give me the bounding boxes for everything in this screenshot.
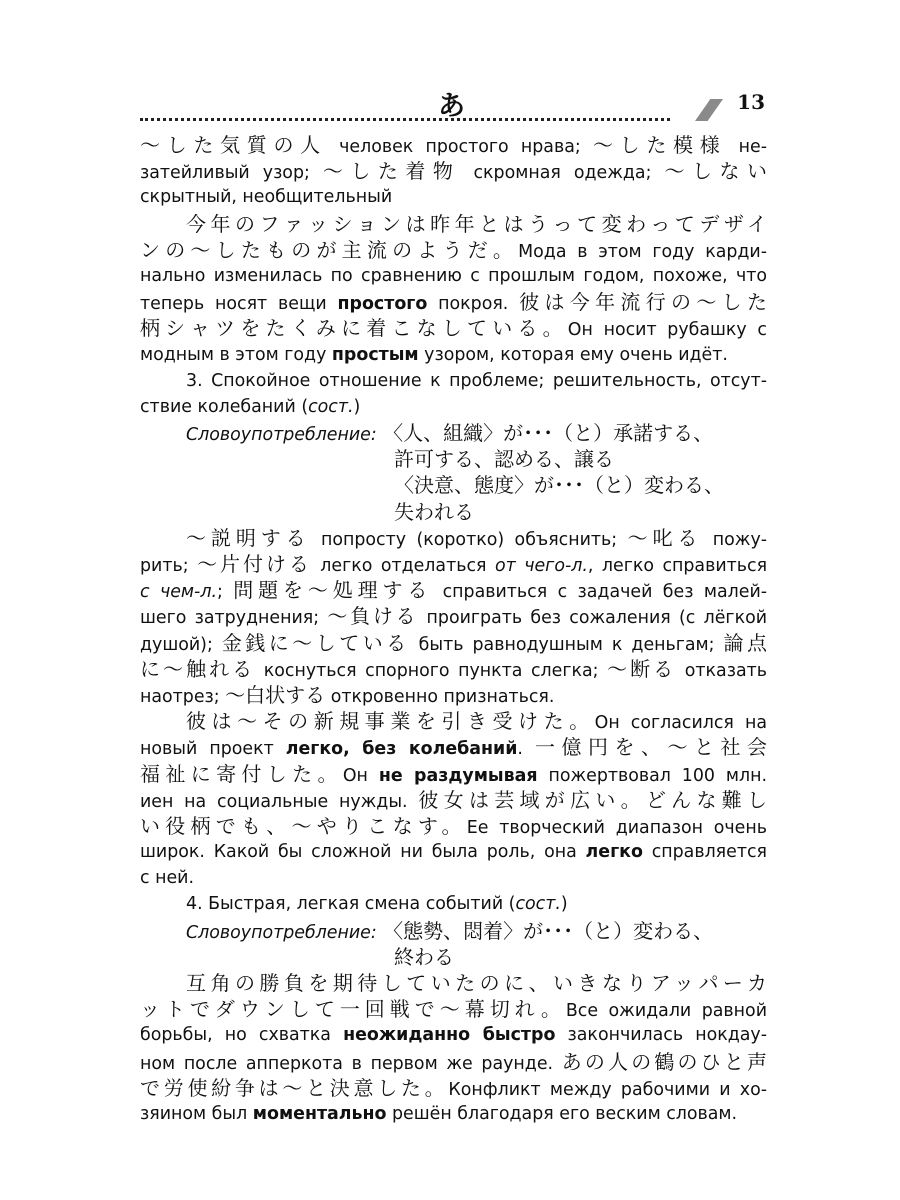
italic-note: сост. [515, 894, 561, 915]
text-line [140, 603, 767, 629]
japanese-text: 許可する、認める、譲る [394, 447, 614, 472]
russian-text: пожу- [702, 529, 767, 550]
text-line [140, 918, 767, 944]
russian-text: Все ожидали равной [565, 1001, 767, 1022]
russian-text: человек простого нрава; [326, 137, 593, 157]
russian-text: ствие колебаний ( [140, 396, 309, 417]
text-line [140, 682, 767, 708]
text-line [140, 499, 767, 525]
bold-translation: простым [331, 344, 419, 365]
russian-text: новый проект [140, 739, 286, 760]
text-line [140, 551, 767, 577]
russian-text: Он согласился на [594, 713, 767, 734]
text-line [140, 184, 767, 210]
text-line [140, 708, 767, 734]
bold-translation: моментально [252, 1103, 387, 1124]
japanese-text: で労使紛争は～と決意した。 [140, 1075, 449, 1100]
russian-text: шего затруднения; [140, 608, 328, 629]
japanese-text: 互角の勝負を期待していたのに、いきなりアッパーカ [186, 971, 767, 995]
text-line [140, 394, 767, 420]
header-dotted-rule [140, 118, 670, 121]
russian-text: с ней. [140, 868, 194, 889]
italic-note: с чем-л. [140, 582, 217, 603]
text-line [140, 787, 767, 813]
russian-text: ) [353, 396, 361, 417]
russian-text: справляется [642, 842, 767, 863]
russian-text: отказать [676, 660, 767, 681]
text-line [140, 368, 767, 394]
russian-text: не- [726, 137, 767, 157]
russian-text: скрытный, необщительный [140, 187, 393, 208]
japanese-text: ～しない [664, 159, 767, 184]
japanese-text: ～白状する [225, 682, 326, 707]
text-line [140, 577, 767, 603]
text-line [140, 761, 767, 787]
japanese-text: 失われる [394, 499, 474, 524]
russian-text: борьбы, но схватка [140, 1025, 344, 1046]
dictionary-entry-text [140, 132, 767, 1127]
russian-text: ) [560, 894, 568, 915]
russian-text: широк. Какой бы сложной ни была роль, она [140, 842, 586, 863]
text-line [140, 158, 767, 184]
japanese-text: 福祉に寄付した。 [140, 761, 343, 786]
japanese-text: ～した気質の人 [140, 133, 327, 157]
text-line [140, 420, 767, 446]
russian-text: Ее творческий диапазон очень [466, 817, 767, 838]
russian-text: зяином был [140, 1103, 253, 1124]
japanese-text: ～説明する [186, 525, 311, 550]
text-line [140, 446, 767, 472]
russian-text: Конфликт между рабочими и хо- [448, 1079, 767, 1100]
bold-translation: легко [585, 842, 643, 863]
japanese-text: ～負ける [327, 604, 419, 629]
italic-note: сост. [308, 396, 354, 417]
text-line [140, 734, 767, 760]
russian-text: покроя. [427, 294, 520, 315]
japanese-text: ～片付ける [197, 552, 312, 576]
italic-note: Словоупотребление: [186, 922, 377, 943]
japanese-text: に～触れる [140, 656, 256, 681]
russian-text: наотрез; [140, 686, 226, 707]
bold-translation: не раздумывая [378, 765, 538, 786]
russian-text: коснуться спорного пункта слегка; [255, 660, 608, 681]
text-line [140, 1101, 767, 1127]
japanese-text: 金銭に～している [221, 630, 410, 655]
russian-text: Мода в этом году карди- [518, 241, 767, 262]
japanese-text: 彼は～その新規事業を引き受けた。 [186, 709, 595, 734]
russian-text: . [517, 739, 535, 760]
russian-text: легко отделаться [311, 556, 495, 576]
russian-text: теперь носят вещи [140, 294, 338, 315]
russian-text: затейливый узор; [140, 163, 323, 184]
text-line [140, 237, 767, 263]
japanese-text: い役柄でも、～やりこなす。 [140, 813, 467, 838]
text-line [140, 1022, 767, 1048]
text-line [140, 132, 767, 158]
text-line [140, 525, 767, 551]
russian-text: ; [216, 582, 234, 603]
text-line [140, 656, 767, 682]
text-line [140, 970, 767, 996]
russian-text: пожертвовал 100 млн. [537, 765, 767, 786]
text-line [140, 1075, 767, 1101]
bold-translation: простого [337, 294, 428, 315]
text-line [140, 342, 767, 368]
russian-text: модным в этом году [140, 344, 332, 365]
text-line [140, 891, 767, 917]
russian-text: откровенно признаться. [325, 686, 555, 707]
text-line [140, 315, 767, 341]
russian-text: , легко справиться [587, 556, 767, 576]
russian-text: иен на социальные нужды. [140, 791, 419, 812]
japanese-text: 〈態勢、悶着〉が･･･（と）変わる、 [376, 918, 714, 943]
japanese-text: ットでダウンして一回戦で～幕切れ。 [140, 997, 566, 1022]
russian-text: Он носит рубашку с [567, 320, 767, 341]
japanese-text: 柄シャツをたくみに着こなしている。 [140, 316, 568, 341]
russian-text: проиграть без сожаления (с лёгкой [418, 608, 767, 629]
japanese-text: ～断る [607, 656, 677, 681]
text-line [140, 630, 767, 656]
text-line [140, 865, 767, 891]
russian-text: душой); [140, 634, 222, 655]
russian-text: Он [342, 765, 379, 786]
japanese-text: 〈人、組織〉が･･･（と）承諾する、 [376, 421, 714, 446]
russian-text: 3. Спокойное отношение к проблеме; решительность, отсут- [186, 370, 767, 391]
japanese-text: ～した着物 [322, 159, 461, 184]
header-slash-mark [695, 99, 723, 121]
text-line [140, 996, 767, 1022]
japanese-text: あの人の鶴のひと声 [561, 1049, 767, 1074]
text-line [140, 263, 767, 289]
text-line [140, 472, 767, 498]
text-line [140, 839, 767, 865]
russian-text: 4. Быстрая, легкая смена событий ( [186, 894, 516, 915]
russian-text: быть равнодушным к деньгам; [409, 634, 724, 655]
japanese-text: 終わる [394, 944, 454, 969]
text-line [140, 944, 767, 970]
bold-translation: легко, без колебаний [285, 739, 518, 760]
page-number: 13 [737, 90, 765, 114]
russian-text: скромная одежда; [460, 163, 665, 184]
italic-note: Словоупотребление: [186, 425, 377, 446]
russian-text: нально изменилась по сравнению с прошлым годом, похоже, что [140, 265, 767, 286]
text-line [140, 813, 767, 839]
text-line [140, 211, 767, 237]
japanese-text: 〈決意、態度〉が･･･（と）変わる、 [394, 473, 724, 498]
japanese-text: 彼は今年流行の～した [519, 290, 767, 315]
japanese-text: ～した模様 [592, 133, 727, 157]
bold-translation: неожиданно быстро [343, 1025, 556, 1046]
text-line [140, 289, 767, 315]
russian-text: попросту (коротко) объяснить; [310, 529, 628, 550]
japanese-text: 彼女は芸域が広い。どんな難し [418, 787, 767, 812]
section-kana: あ [438, 91, 465, 122]
japanese-text: 一億円を、～と社会 [534, 735, 767, 760]
japanese-text: 論点 [723, 630, 767, 655]
text-line [140, 1049, 767, 1075]
japanese-text: ンの～したものが主流のようだ。 [140, 237, 519, 262]
russian-text: закончилась нокдау- [555, 1025, 767, 1046]
russian-text: решён благодаря его веским словам. [386, 1103, 738, 1124]
russian-text: узором, которая ему очень идёт. [418, 344, 728, 365]
russian-text: ном после апперкота в первом же раунде. [140, 1053, 562, 1074]
russian-text: справиться с задачей без малей- [432, 582, 767, 603]
page-header [140, 84, 765, 124]
italic-note: от чего-л. [494, 556, 588, 576]
japanese-text: 問題を～処理する [233, 578, 433, 603]
japanese-text: ～叱る [627, 525, 703, 550]
japanese-text: 今年のファッションは昨年とはうって変わってデザイ [186, 211, 767, 236]
russian-text: рить; [140, 556, 198, 576]
